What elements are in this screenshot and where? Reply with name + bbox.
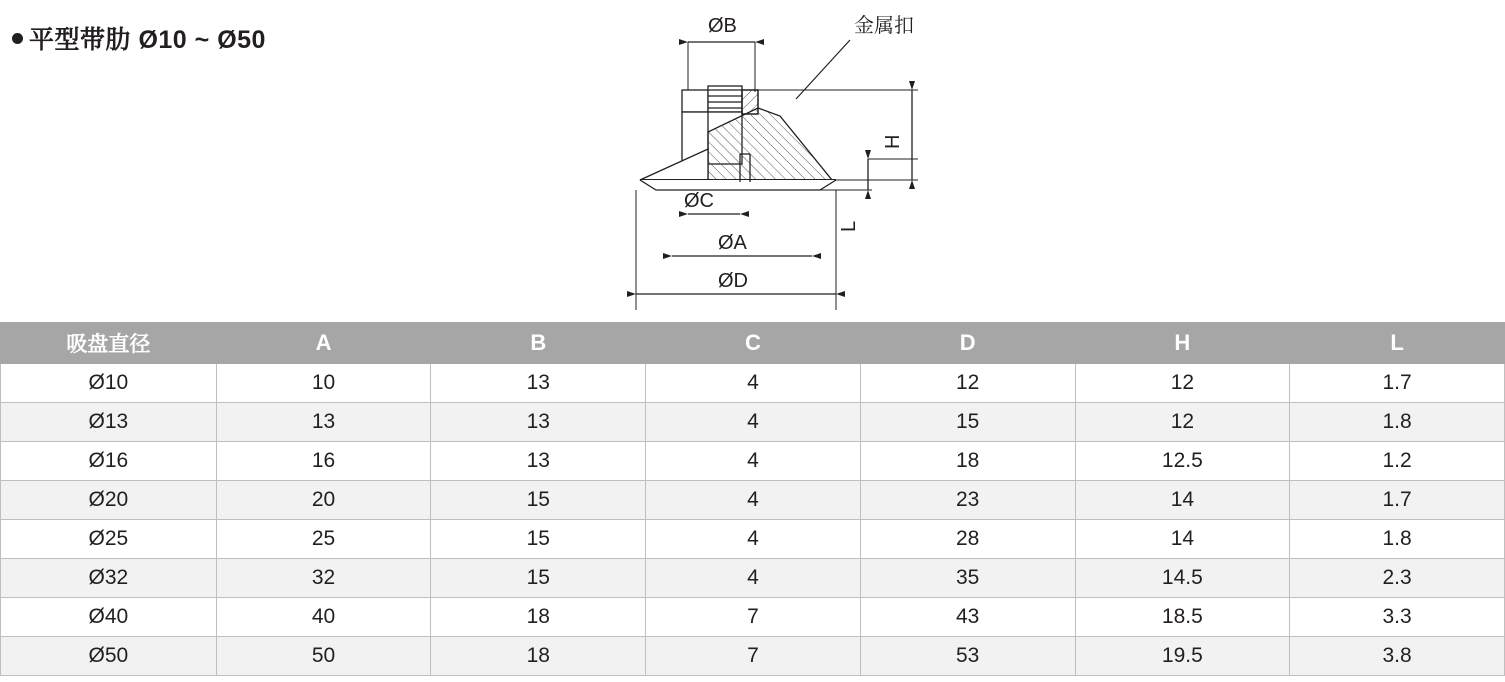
- cell-b: 13: [431, 364, 646, 403]
- column-header-l: L: [1290, 323, 1505, 364]
- diagram-label-l: L: [838, 220, 860, 232]
- bullet-dot-icon: [12, 33, 23, 44]
- cell-a: 40: [216, 598, 431, 637]
- cell-a: 10: [216, 364, 431, 403]
- cell-h: 14.5: [1075, 559, 1290, 598]
- cell-l: 1.2: [1290, 442, 1505, 481]
- cell-c: 4: [646, 364, 861, 403]
- cell-b: 18: [431, 598, 646, 637]
- cell-diameter: Ø20: [1, 481, 217, 520]
- cell-l: 3.8: [1290, 637, 1505, 676]
- cell-b: 18: [431, 637, 646, 676]
- table-row: [1, 520, 1505, 559]
- cell-diameter: Ø50: [1, 637, 217, 676]
- cell-diameter: Ø13: [1, 403, 217, 442]
- table-row: [1, 403, 1505, 442]
- cell-l: 1.8: [1290, 403, 1505, 442]
- cell-diameter: Ø10: [1, 364, 217, 403]
- cell-d: 53: [860, 637, 1075, 676]
- cell-d: 15: [860, 403, 1075, 442]
- cell-l: 1.7: [1290, 481, 1505, 520]
- cell-l: 3.3: [1290, 598, 1505, 637]
- cell-d: 12: [860, 364, 1075, 403]
- cell-c: 4: [646, 520, 861, 559]
- cell-l: 1.7: [1290, 364, 1505, 403]
- cell-d: 23: [860, 481, 1075, 520]
- cell-h: 14: [1075, 520, 1290, 559]
- cell-h: 12.5: [1075, 442, 1290, 481]
- cell-diameter: Ø32: [1, 559, 217, 598]
- table-row: [1, 481, 1505, 520]
- cell-d: 18: [860, 442, 1075, 481]
- diagram-label-a: ØA: [718, 232, 747, 254]
- column-header-diameter: 吸盘直径: [1, 323, 217, 364]
- cell-h: 18.5: [1075, 598, 1290, 637]
- cell-b: 13: [431, 403, 646, 442]
- cell-d: 43: [860, 598, 1075, 637]
- table-header-row: [1, 323, 1505, 364]
- cell-b: 15: [431, 481, 646, 520]
- cell-l: 1.8: [1290, 520, 1505, 559]
- column-header-b: B: [431, 323, 646, 364]
- cell-h: 12: [1075, 364, 1290, 403]
- cell-l: 2.3: [1290, 559, 1505, 598]
- cell-b: 13: [431, 442, 646, 481]
- cell-h: 19.5: [1075, 637, 1290, 676]
- suction-cup-diagram: [600, 4, 1020, 314]
- table-row: [1, 559, 1505, 598]
- page-title-text: 平型带肋 Ø10 ~ Ø50: [29, 26, 266, 54]
- table-row: [1, 637, 1505, 676]
- cell-a: 20: [216, 481, 431, 520]
- column-header-a: A: [216, 323, 431, 364]
- cell-a: 25: [216, 520, 431, 559]
- cell-b: 15: [431, 559, 646, 598]
- cell-diameter: Ø40: [1, 598, 217, 637]
- column-header-c: C: [646, 323, 861, 364]
- table-row: [1, 364, 1505, 403]
- cell-c: 7: [646, 598, 861, 637]
- cell-a: 16: [216, 442, 431, 481]
- column-header-d: D: [860, 323, 1075, 364]
- cell-a: 13: [216, 403, 431, 442]
- cell-c: 4: [646, 442, 861, 481]
- page-title: [12, 20, 266, 56]
- column-header-h: H: [1075, 323, 1290, 364]
- cell-a: 50: [216, 637, 431, 676]
- cell-diameter: Ø25: [1, 520, 217, 559]
- diagram-label-h: H: [882, 134, 904, 149]
- cell-d: 28: [860, 520, 1075, 559]
- cell-c: 4: [646, 403, 861, 442]
- table-row: [1, 598, 1505, 637]
- cell-h: 12: [1075, 403, 1290, 442]
- cell-d: 35: [860, 559, 1075, 598]
- cell-c: 4: [646, 559, 861, 598]
- cell-b: 15: [431, 520, 646, 559]
- cell-h: 14: [1075, 481, 1290, 520]
- spec-table: [0, 322, 1505, 676]
- cell-c: 4: [646, 481, 861, 520]
- diagram-label-c: ØC: [684, 190, 714, 212]
- cell-c: 7: [646, 637, 861, 676]
- table-row: [1, 442, 1505, 481]
- diagram-label-b: ØB: [708, 15, 737, 37]
- diagram-label-callout: 金属扣: [854, 15, 914, 37]
- diagram-label-d: ØD: [718, 270, 748, 292]
- cell-a: 32: [216, 559, 431, 598]
- cell-diameter: Ø16: [1, 442, 217, 481]
